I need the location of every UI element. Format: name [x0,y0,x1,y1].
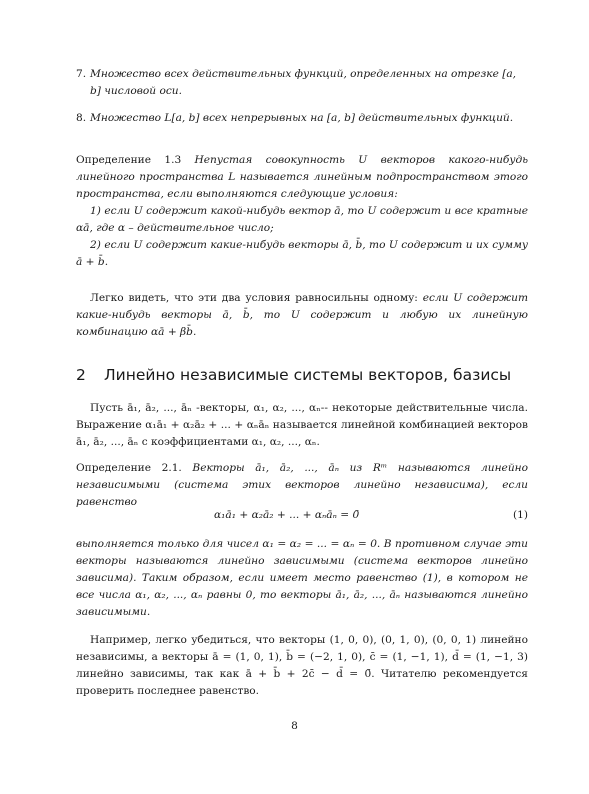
definition-heading: Определение 1.3 [76,154,182,166]
list-item-8 [76,110,528,127]
section-number: 2 [76,366,86,384]
equation-1 [76,509,528,526]
page-number: 8 [291,720,298,732]
after-equation-paragraph: выполняется только для чисел α₁ = α₂ = ... = αₙ = 0. В противном случае эти векторы называются линейно зависимыми (система векторов линейно зависима). Таким образом, если имеет место равенство (1), в котором не все числа α₁, α₂, ..., αₙ равны 0, то векторы ā₁, ā₂, ..., āₙ называются линейно зависимыми. [76,538,528,618]
condition-2: 2) если U содержит какие-нибудь векторы ā, b̄, то U содержит и их сумму ā + b̄. [76,239,528,268]
definition-text: Векторы ā₁, ā₂, ..., āₙ из Rᵐ называются линейно независимыми (система этих векторов линейно независима), если равенство [76,462,529,508]
remark-paragraph [76,290,528,341]
list-item-text: Множество всех действительных функций, определенных на отрезке [a, b] числовой оси. [90,68,517,97]
intro-paragraph: Пусть ā₁, ā₂, ..., āₙ -векторы, α₁, α₂, ..., αₙ-- некоторые действительные числа. Выражение α₁ā₁ + α₂ā₂ + ... + αₙāₙ называется линейной комбинацией векторов ā₁, ā₂, ..., āₙ с коэффициентами α₁, α₂, ..., αₙ. [76,402,528,448]
equation-formula: α₁ā₁ + α₂ā₂ + ... + αₙāₙ = 0̄ [214,509,360,521]
section-heading [76,366,546,384]
remark-rest: если U содержит какие-нибудь векторы ā, b̄, то U содержит и любую их линейную комбинацию αā + βb̄. [76,292,528,338]
condition-1: 1) если U содержит какой-нибудь вектор ā, то U содержит и все кратные αā, где α – действительное число; [76,205,528,234]
definition-1-3 [76,152,528,271]
definition-2-1 [76,460,528,511]
list-item-number: 7. [76,68,87,80]
list-item-number: 8. [76,112,87,124]
list-item-7 [76,66,528,100]
example-paragraph: Например, легко убедиться, что векторы (1, 0, 0), (0, 1, 0), (0, 0, 1) линейно независимы, а векторы ā = (1, 0, 1), b̄ = (−2, 1, 0), c̄ = (1, −1, 1), d̄ = (1, −1, 3) линейно зависимы, так как ā + b̄ + 2c̄ − d̄ = 0̄. Читателю рекомендуется проверить последнее равенство. [76,634,528,697]
section-title: Линейно независимые системы векторов, базисы [104,366,512,384]
remark-lead: Легко видеть, что эти два условия равносильны одному: [90,292,423,304]
equation-label: (1) [512,509,528,521]
list-item-text: Множество L[a, b] всех непрерывных на [a, b] действительных функций. [90,112,514,124]
definition-heading: Определение 2.1. [76,462,182,474]
definition-text: Непустая совокупность U векторов какого-нибудь линейного пространства L называется линейным подпространством этого пространства, если выполняются следующие условия: [76,154,528,200]
